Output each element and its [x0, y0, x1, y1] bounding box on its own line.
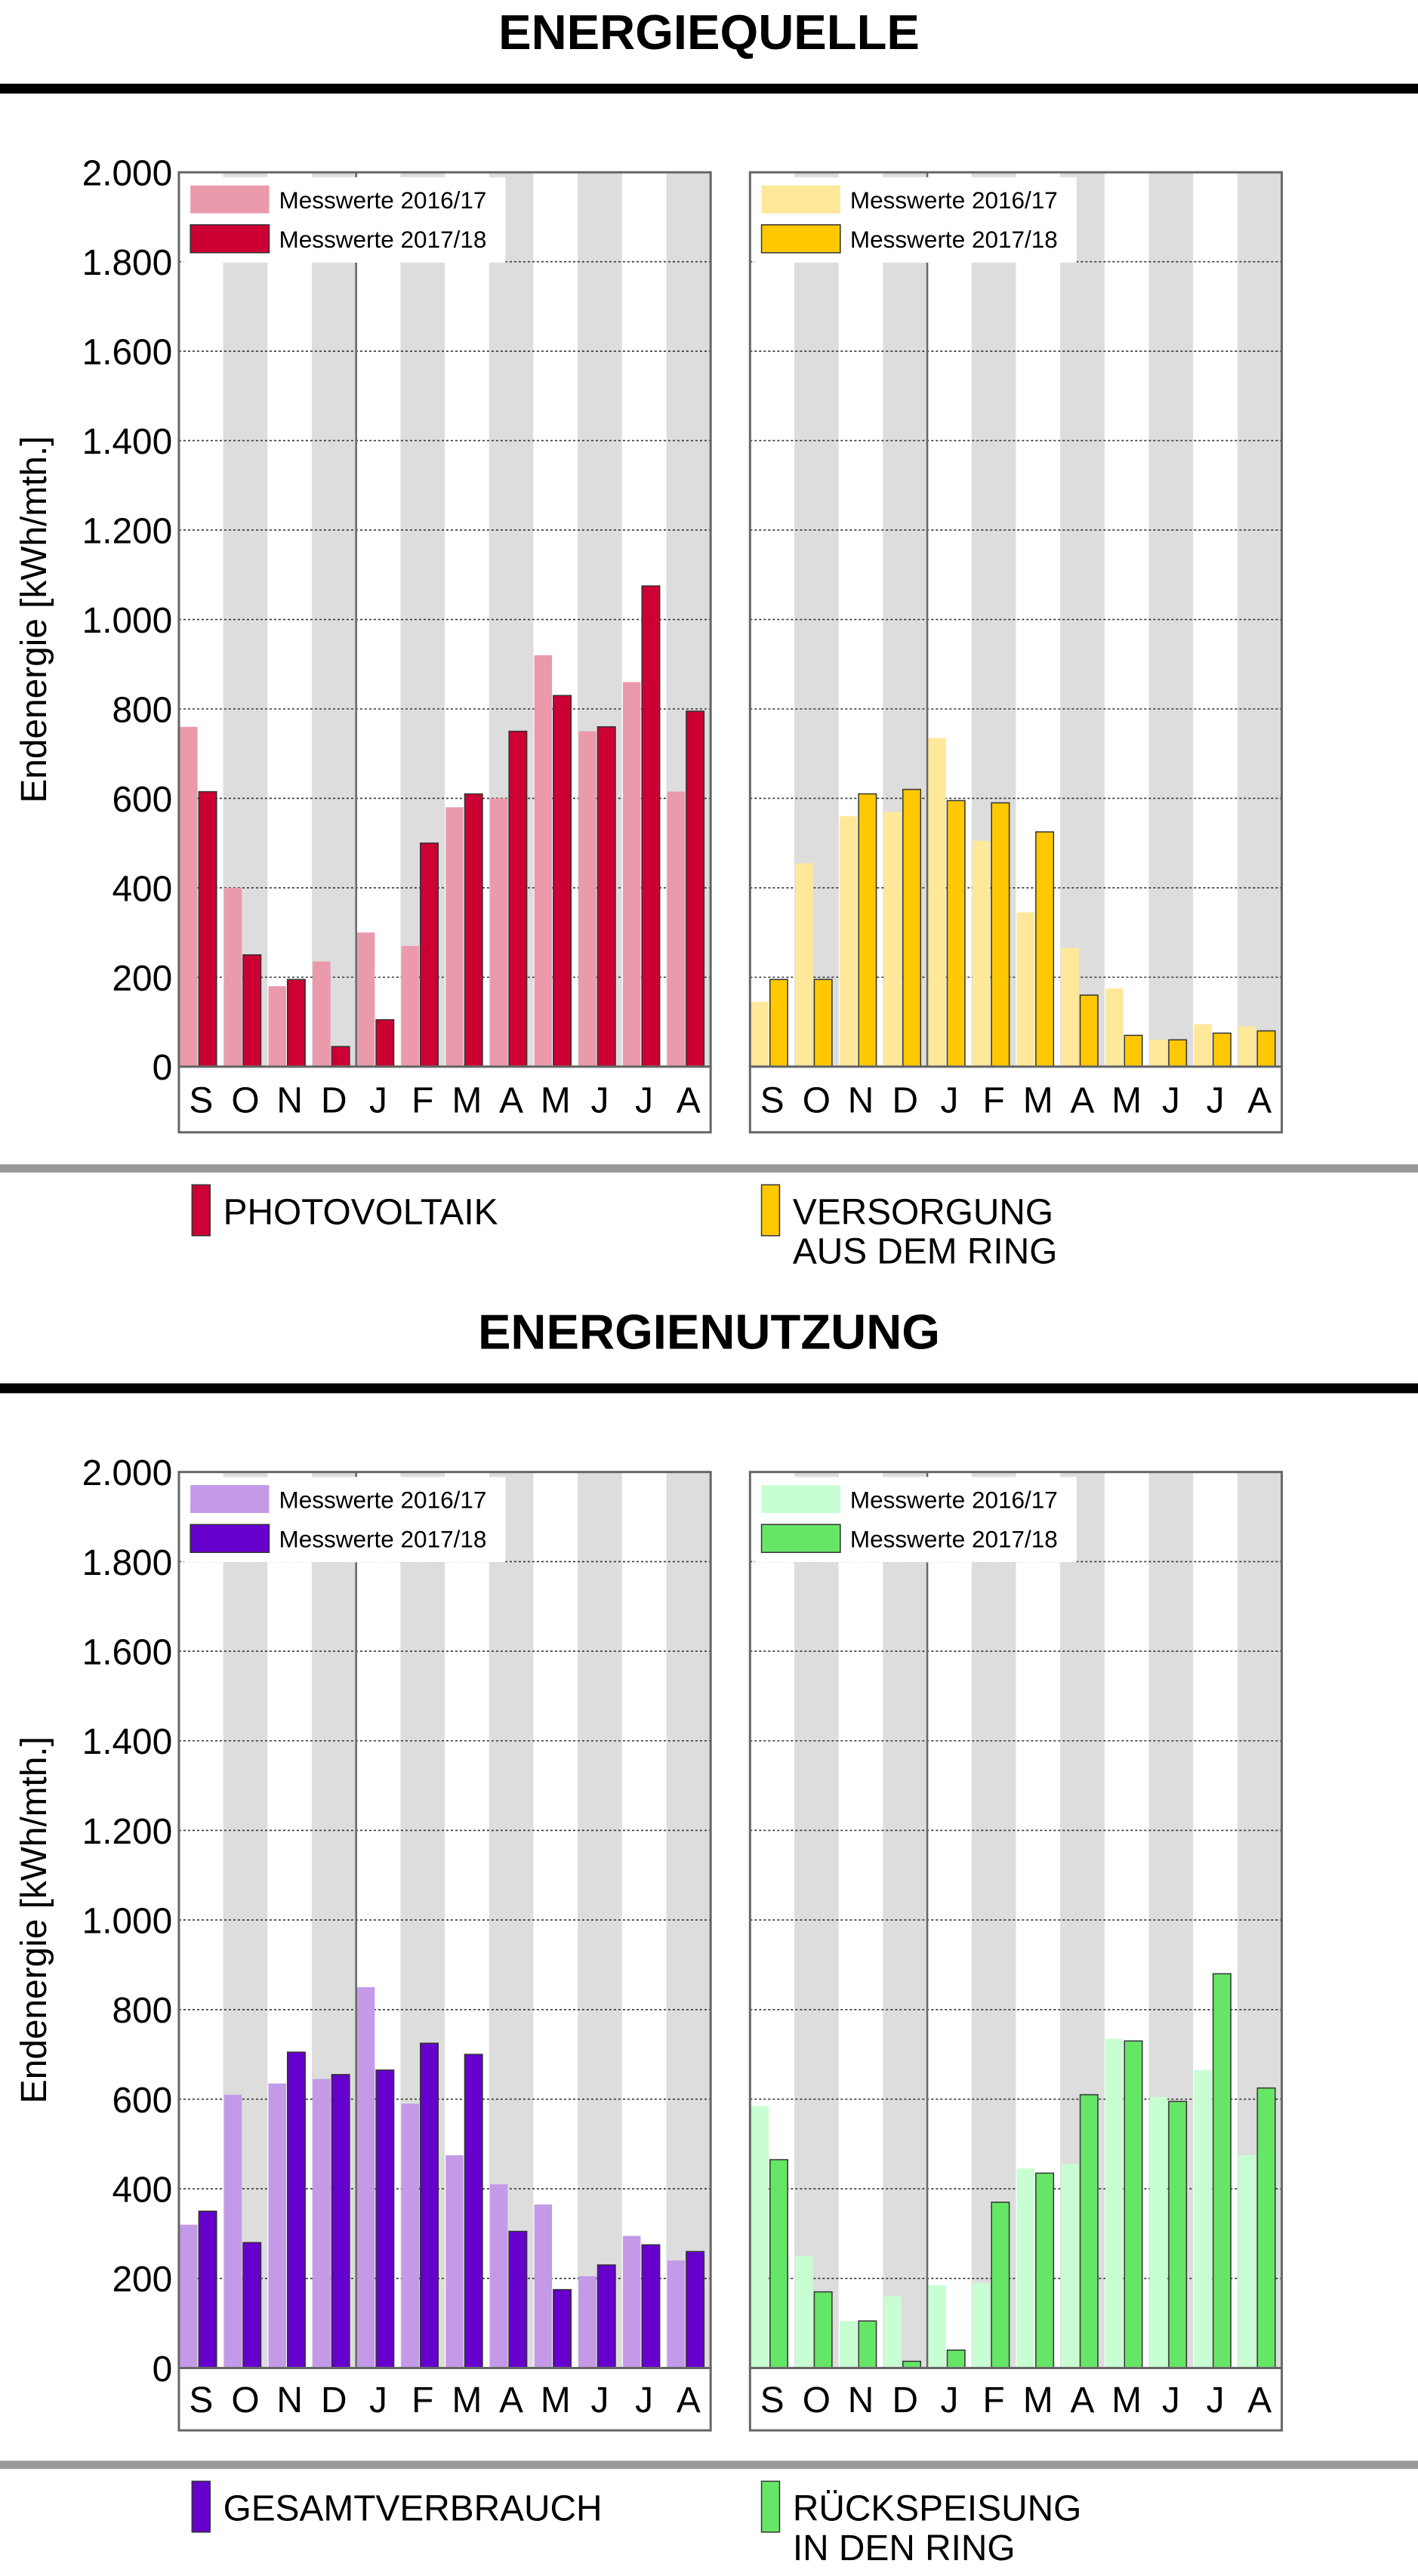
month-label: J: [940, 2380, 959, 2421]
bar-2017-18: [903, 790, 920, 1067]
bar-2016-17: [1105, 988, 1123, 1067]
bar-2017-18: [859, 2321, 876, 2368]
y-tick-label: 1.400: [82, 422, 173, 463]
bar-2016-17: [490, 798, 507, 1066]
month-label: N: [276, 1080, 303, 1121]
month-label: F: [412, 2380, 434, 2421]
bar-2016-17: [224, 888, 242, 1067]
bar-2017-18: [376, 2070, 393, 2368]
month-label: D: [892, 2380, 919, 2421]
bar-2016-17: [1194, 1025, 1211, 1067]
bar-2016-17: [751, 1002, 769, 1067]
y-tick-label: 1.800: [82, 243, 173, 284]
bar-2017-18: [1124, 2041, 1142, 2368]
bar-2016-17: [357, 1987, 375, 2368]
y-tick-label: 0: [152, 1048, 173, 1089]
y-tick-label: 0: [152, 2349, 173, 2390]
category-legend-1: [762, 1185, 1058, 1271]
bar-2016-17: [180, 727, 197, 1067]
legend-label: Messwerte 2016/17: [279, 186, 487, 214]
month-label: J: [590, 1080, 609, 1121]
bar-2017-18: [686, 2251, 704, 2368]
legend-swatch: [190, 1524, 269, 1552]
y-tick-label: 400: [112, 869, 173, 910]
bar-2016-17: [1061, 2165, 1078, 2368]
y-tick-label: 2.000: [82, 153, 173, 194]
bar-2017-18: [376, 1020, 393, 1067]
legend-label: Messwerte 2017/18: [849, 226, 1058, 254]
bar-2016-17: [973, 2283, 990, 2368]
bar-2017-18: [1080, 995, 1098, 1067]
y-tick-label: 1.200: [82, 1811, 173, 1852]
bar-2016-17: [973, 841, 990, 1067]
bar-2016-17: [1150, 2097, 1167, 2368]
bar-2016-17: [623, 682, 640, 1066]
bar-2017-18: [991, 2202, 1009, 2368]
category-legend-0: [192, 1185, 498, 1235]
bar-2016-17: [928, 738, 945, 1066]
bar-2017-18: [859, 794, 876, 1067]
legend-swatch: [190, 1485, 269, 1513]
y-axis-label: Endenergie [kWh/mth.]: [14, 436, 54, 803]
bar-2016-17: [180, 2225, 197, 2368]
legend-label: Messwerte 2016/17: [279, 1486, 487, 1514]
bar-2017-18: [1036, 832, 1053, 1067]
month-label: M: [1022, 1080, 1053, 1121]
month-label: S: [760, 1080, 785, 1121]
bar-2016-17: [667, 2260, 685, 2368]
month-label: A: [1070, 2380, 1095, 2421]
month-label: A: [1070, 1080, 1095, 1121]
month-label: F: [982, 1080, 1005, 1121]
bar-2016-17: [535, 655, 552, 1067]
month-label: S: [760, 2380, 785, 2421]
bar-2017-18: [199, 792, 216, 1067]
y-tick-label: 1.400: [82, 1722, 173, 1763]
category-label: AUS DEM RING: [792, 1231, 1058, 1272]
bar-2016-17: [1061, 948, 1078, 1067]
category-swatch: [192, 1185, 210, 1235]
bar-2017-18: [947, 800, 964, 1066]
legend-label: Messwerte 2017/18: [279, 1525, 487, 1553]
bar-2017-18: [598, 727, 615, 1067]
bar-2017-18: [464, 794, 482, 1067]
bar-2017-18: [509, 2232, 526, 2368]
bar-2016-17: [928, 2285, 945, 2368]
y-axis-label: Endenergie [kWh/mth.]: [14, 1736, 54, 2104]
bar-2017-18: [553, 695, 571, 1067]
bar-2016-17: [313, 962, 330, 1067]
bar-2017-18: [814, 2292, 831, 2368]
month-label: J: [1206, 1080, 1225, 1121]
bar-2016-17: [578, 2276, 596, 2368]
bar-2016-17: [578, 732, 596, 1067]
bar-2016-17: [357, 932, 375, 1067]
bar-2016-17: [535, 2205, 552, 2368]
bar-2016-17: [795, 863, 812, 1066]
bar-2016-17: [623, 2236, 640, 2368]
month-label: J: [635, 2380, 654, 2421]
month-label: J: [590, 2380, 609, 2421]
month-label: N: [847, 1080, 874, 1121]
legend-swatch: [190, 225, 269, 253]
bar-2017-18: [331, 2075, 349, 2368]
category-label: VERSORGUNG: [792, 1192, 1054, 1233]
month-label: F: [412, 1080, 434, 1121]
legend-swatch: [190, 186, 269, 214]
bar-2016-17: [490, 2184, 507, 2368]
bar-2017-18: [814, 979, 831, 1066]
y-tick-label: 600: [112, 779, 173, 820]
bar-2017-18: [1169, 2101, 1186, 2368]
bar-2017-18: [598, 2265, 615, 2368]
y-tick-label: 600: [112, 2080, 173, 2121]
month-label: S: [189, 1080, 214, 1121]
bar-2017-18: [770, 2160, 788, 2368]
month-label: A: [499, 2380, 524, 2421]
legend-label: Messwerte 2016/17: [849, 1486, 1058, 1514]
y-tick-label: 2.000: [82, 1453, 173, 1494]
month-label: O: [231, 2380, 260, 2421]
bar-2016-17: [224, 2095, 242, 2368]
y-tick-label: 1.000: [82, 600, 173, 641]
bar-2017-18: [642, 2245, 659, 2368]
bar-2016-17: [313, 2079, 330, 2368]
y-tick-label: 800: [112, 1991, 173, 2032]
bar-2016-17: [1238, 2155, 1256, 2368]
month-label: J: [1206, 2380, 1225, 2421]
bar-2016-17: [1238, 1027, 1256, 1067]
bar-2017-18: [288, 979, 305, 1066]
category-swatch: [192, 2481, 210, 2531]
month-label: J: [1161, 2380, 1180, 2421]
section-title: ENERGIEQUELLE: [498, 5, 920, 60]
bar-2016-17: [667, 792, 685, 1067]
bar-2016-17: [840, 816, 857, 1067]
month-label: A: [1247, 2380, 1272, 2421]
bar-2017-18: [243, 955, 260, 1067]
bar-2016-17: [884, 812, 902, 1067]
category-legend-2: [192, 2481, 602, 2531]
category-label: IN DEN RING: [792, 2528, 1016, 2568]
bar-2017-18: [1036, 2173, 1053, 2368]
bar-2016-17: [1150, 1040, 1167, 1067]
bar-2017-18: [509, 732, 526, 1067]
legend-swatch: [762, 225, 840, 253]
month-label: M: [540, 2380, 571, 2421]
legend-divider: [0, 2460, 1418, 2469]
bar-2016-17: [402, 946, 419, 1067]
bar-2017-18: [1124, 1035, 1142, 1066]
bar-2017-18: [1257, 2088, 1275, 2368]
y-tick-label: 200: [112, 958, 173, 999]
y-tick-label: 1.800: [82, 1542, 173, 1583]
bar-2017-18: [421, 2043, 438, 2368]
bar-2016-17: [884, 2297, 902, 2368]
legend-label: Messwerte 2017/18: [849, 1525, 1058, 1553]
month-label: O: [802, 1080, 831, 1121]
bar-2016-17: [1017, 2168, 1034, 2368]
bar-2017-18: [243, 2242, 260, 2368]
bar-2016-17: [445, 807, 463, 1067]
bar-2017-18: [421, 843, 438, 1067]
month-label: A: [676, 2380, 701, 2421]
month-label: D: [321, 1080, 347, 1121]
legend-swatch: [762, 1524, 840, 1552]
chart-2: [14, 1453, 711, 2430]
month-label: J: [1161, 1080, 1180, 1121]
bar-2017-18: [1213, 1974, 1231, 2368]
month-label: M: [1022, 2380, 1053, 2421]
month-label: J: [369, 1080, 387, 1121]
chart-0: [14, 154, 711, 1132]
month-label: A: [499, 1080, 524, 1121]
month-label: J: [635, 1080, 654, 1121]
y-tick-label: 800: [112, 690, 173, 731]
bar-2016-17: [751, 2106, 769, 2368]
month-label: D: [892, 1080, 919, 1121]
y-tick-label: 1.600: [82, 332, 173, 373]
category-legend-3: [762, 2481, 1082, 2568]
month-label: M: [1111, 1080, 1142, 1121]
section-divider: [0, 1383, 1418, 1393]
bar-2017-18: [1169, 1040, 1186, 1067]
bar-2016-17: [795, 2256, 812, 2368]
month-label: F: [982, 2380, 1005, 2421]
bar-2017-18: [991, 803, 1009, 1066]
bar-2016-17: [1194, 2070, 1211, 2368]
category-label: RÜCKSPEISUNG: [792, 2488, 1082, 2529]
chart-3: [750, 1472, 1281, 2430]
bar-2017-18: [642, 586, 659, 1067]
bar-2016-17: [402, 2103, 419, 2368]
bar-2017-18: [288, 2052, 305, 2368]
bar-2016-17: [268, 986, 285, 1067]
bar-2017-18: [686, 711, 704, 1067]
bar-2016-17: [1017, 912, 1034, 1066]
month-label: S: [189, 2380, 214, 2421]
bar-2017-18: [770, 979, 788, 1066]
legend-label: Messwerte 2016/17: [849, 186, 1058, 214]
bar-2017-18: [199, 2211, 216, 2368]
y-tick-label: 1.200: [82, 511, 173, 552]
bar-2017-18: [1257, 1031, 1275, 1066]
y-tick-label: 1.600: [82, 1632, 173, 1673]
month-label: A: [1247, 1080, 1272, 1121]
month-label: M: [452, 2380, 482, 2421]
month-label: J: [369, 2380, 387, 2421]
category-swatch: [762, 1185, 780, 1235]
bar-2016-17: [1105, 2038, 1123, 2368]
bar-2017-18: [1213, 1033, 1231, 1066]
y-tick-label: 200: [112, 2260, 173, 2300]
month-label: M: [452, 1080, 482, 1121]
legend-label: Messwerte 2017/18: [279, 226, 487, 254]
bar-2017-18: [464, 2054, 482, 2368]
month-label: D: [321, 2380, 347, 2421]
month-label: J: [940, 1080, 959, 1121]
chart-1: [750, 172, 1281, 1132]
y-tick-label: 1.000: [82, 1901, 173, 1942]
bar-2017-18: [947, 2350, 964, 2368]
month-label: M: [540, 1080, 571, 1121]
section-title: ENERGIENUTZUNG: [477, 1304, 941, 1360]
month-label: M: [1111, 2380, 1142, 2421]
bar-2017-18: [1080, 2095, 1098, 2368]
legend-divider: [0, 1164, 1418, 1172]
bar-2017-18: [553, 2290, 571, 2368]
month-label: A: [676, 1080, 701, 1121]
bar-2016-17: [268, 2084, 285, 2368]
month-label: N: [847, 2380, 874, 2421]
y-tick-label: 400: [112, 2170, 173, 2211]
month-label: N: [276, 2380, 303, 2421]
category-label: GESAMTVERBRAUCH: [223, 2488, 603, 2529]
month-label: O: [231, 1080, 260, 1121]
legend-swatch: [762, 186, 840, 214]
legend-swatch: [762, 1485, 840, 1513]
month-label: O: [802, 2380, 831, 2421]
category-swatch: [762, 2481, 780, 2531]
category-label: PHOTOVOLTAIK: [223, 1192, 498, 1233]
bar-2017-18: [331, 1046, 349, 1067]
section-divider: [0, 84, 1418, 94]
bar-2016-17: [840, 2321, 857, 2368]
bar-2016-17: [445, 2155, 463, 2368]
